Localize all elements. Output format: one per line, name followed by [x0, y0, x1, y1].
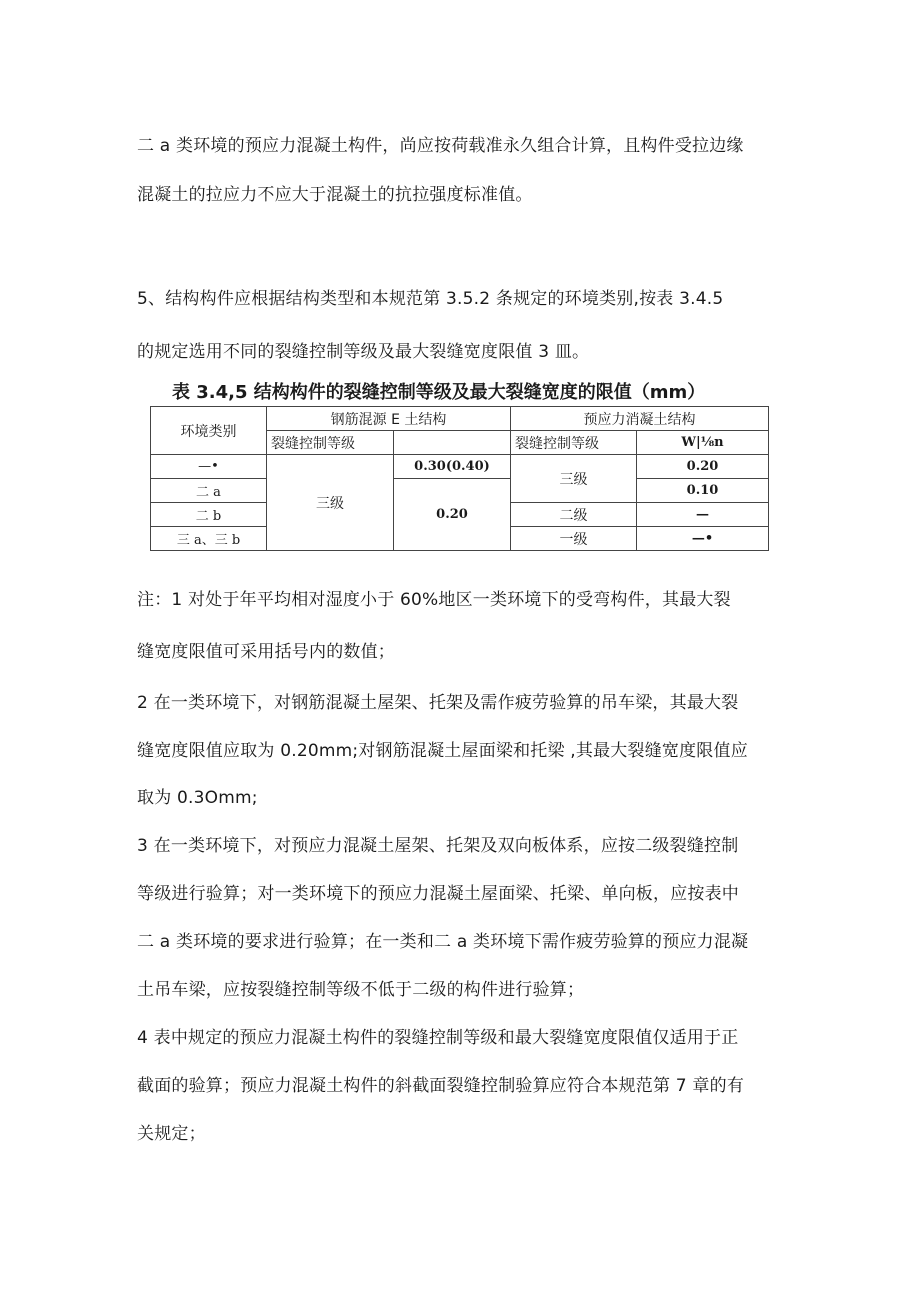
env-class-cell: 三 a、三 b	[151, 527, 267, 551]
pc-width-cell: 0.10	[637, 479, 769, 503]
rc-width-cell: 0.20	[394, 479, 511, 551]
text-line: 的规定选用不同的裂缝控制等级及最大裂缝宽度限值 3 皿。	[137, 342, 590, 362]
text-line: 混凝土的拉应力不应大于混凝土的抗拉强度标准值。	[137, 185, 533, 205]
pc-crack-level-cell: 三级	[511, 455, 637, 503]
note-line: 截面的验算；预应力混凝土构件的斜截面裂缝控制验算应符合本规范第 7 章的有	[137, 1076, 745, 1096]
note-line: 缝宽度限值可采用括号内的数值；	[137, 642, 395, 662]
text-line: 5、结构构件应根据结构类型和本规范第 3.5.2 条规定的环境类别,按表 3.4.5	[137, 289, 724, 309]
note-line: 二 a 类环境的要求进行验算；在一类和二 a 类环境下需作疲劳验算的预应力混凝	[137, 932, 749, 952]
note-line: 取为 0.3Omm;	[137, 788, 258, 808]
header-rc-crack-level: 裂缝控制等级	[267, 431, 394, 455]
header-env-class: 环境类别	[151, 407, 267, 455]
crack-control-table	[150, 406, 769, 551]
note-line: 注：1 对处于年平均相对湿度小于 60%地区一类环境下的受弯构件，其最大裂	[137, 590, 731, 610]
env-class-cell: 二 b	[151, 503, 267, 527]
pc-width-cell: —	[637, 503, 769, 527]
header-rc-group: 钢筋混源 E 土结构	[267, 407, 511, 431]
note-line: 4 表中规定的预应力混凝土构件的裂缝控制等级和最大裂缝宽度限值仅适用于正	[137, 1028, 739, 1048]
pc-width-cell: 0.20	[637, 455, 769, 479]
header-rc-width	[394, 431, 511, 455]
note-line: 关规定；	[137, 1124, 206, 1144]
header-pc-group: 预应力消凝土结构	[511, 407, 769, 431]
note-line: 2 在一类环境下，对钢筋混凝土屋架、托架及需作疲劳验算的吊车梁，其最大裂	[137, 693, 739, 713]
note-line: 缝宽度限值应取为 0.20mm;对钢筋混凝土屋面梁和托梁 ,其最大裂缝宽度限值应	[137, 741, 748, 761]
note-line: 等级进行验算；对一类环境下的预应力混凝土屋面梁、托梁、单向板，应按表中	[137, 884, 739, 904]
table-caption: 表 3.4,5 结构构件的裂缝控制等级及最大裂缝宽度的限值（mm）	[172, 382, 706, 403]
note-line: 土吊车梁，应按裂缝控制等级不低于二级的构件进行验算；	[137, 980, 585, 1000]
env-class-cell: —•	[151, 455, 267, 479]
header-pc-crack-level: 裂缝控制等级	[511, 431, 637, 455]
text-line: 二 a 类环境的预应力混凝土构件，尚应按荷载准永久组合计算，且构件受拉边缘	[137, 136, 744, 156]
pc-crack-level-cell: 一级	[511, 527, 637, 551]
note-line: 3 在一类环境下，对预应力混凝土屋架、托架及双向板体系，应按二级裂缝控制	[137, 836, 739, 856]
header-pc-width: W|⅛n	[637, 431, 769, 455]
rc-width-cell: 0.30(0.40)	[394, 455, 511, 479]
env-class-cell: 二 a	[151, 479, 267, 503]
pc-width-cell: —•	[637, 527, 769, 551]
rc-crack-level-cell: 三级	[267, 455, 394, 551]
pc-crack-level-cell: 二级	[511, 503, 637, 527]
